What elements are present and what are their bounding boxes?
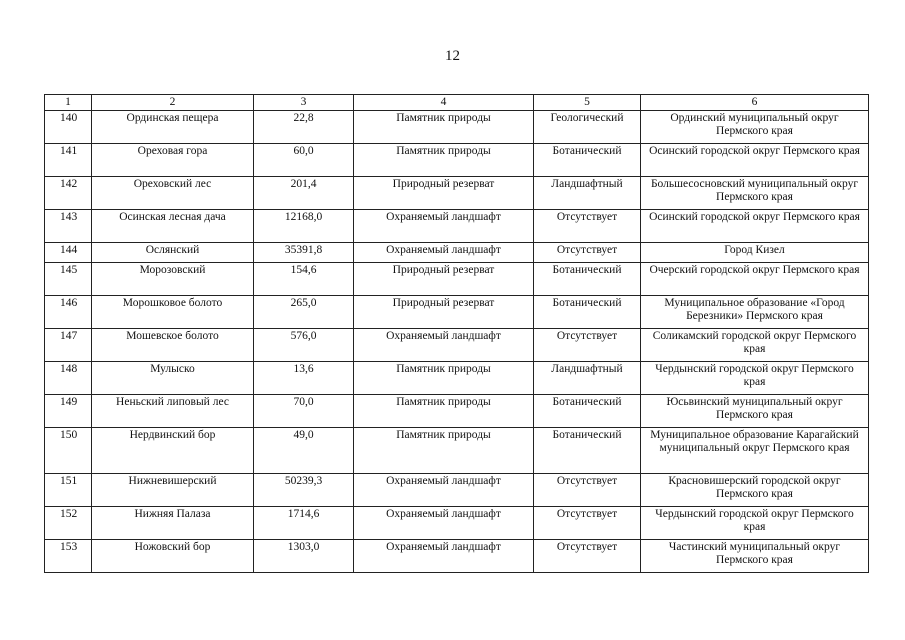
cell-category: Памятник природы <box>354 395 534 428</box>
cell-name: Ослянский <box>92 243 254 263</box>
cell-area: 13,6 <box>254 362 354 395</box>
cell-profile: Ботанический <box>534 428 641 474</box>
cell-number: 150 <box>45 428 92 474</box>
cell-location: Соликамский городской округ Пермского края <box>641 329 869 362</box>
cell-name: Ножовский бор <box>92 540 254 573</box>
cell-category: Природный резерват <box>354 177 534 210</box>
cell-number: 144 <box>45 243 92 263</box>
cell-number: 148 <box>45 362 92 395</box>
cell-name: Нижняя Палаза <box>92 507 254 540</box>
cell-name: Мулыско <box>92 362 254 395</box>
cell-profile: Геологический <box>534 111 641 144</box>
column-header: 5 <box>534 95 641 111</box>
table-row <box>45 243 869 263</box>
table-row <box>45 507 869 540</box>
protected-areas-table <box>44 94 869 573</box>
cell-name: Морошковое болото <box>92 296 254 329</box>
cell-location: Красновишерский городской округ Пермского края <box>641 474 869 507</box>
cell-area: 12168,0 <box>254 210 354 243</box>
cell-profile: Ботанический <box>534 395 641 428</box>
cell-profile: Ландшафтный <box>534 362 641 395</box>
cell-location: Большесосновский муниципальный округ Пермского края <box>641 177 869 210</box>
table-row <box>45 210 869 243</box>
cell-category: Охраняемый ландшафт <box>354 210 534 243</box>
cell-category: Охраняемый ландшафт <box>354 474 534 507</box>
cell-area: 1714,6 <box>254 507 354 540</box>
cell-profile: Отсутствует <box>534 210 641 243</box>
cell-category: Природный резерват <box>354 296 534 329</box>
cell-area: 265,0 <box>254 296 354 329</box>
cell-name: Мошевское болото <box>92 329 254 362</box>
table-row <box>45 428 869 474</box>
cell-area: 22,8 <box>254 111 354 144</box>
table-row <box>45 296 869 329</box>
cell-area: 35391,8 <box>254 243 354 263</box>
cell-name: Морозовский <box>92 263 254 296</box>
cell-number: 140 <box>45 111 92 144</box>
cell-area: 49,0 <box>254 428 354 474</box>
column-header: 6 <box>641 95 869 111</box>
table-row <box>45 177 869 210</box>
cell-category: Охраняемый ландшафт <box>354 329 534 362</box>
table-row <box>45 395 869 428</box>
cell-profile: Ландшафтный <box>534 177 641 210</box>
cell-name: Неньский липовый лес <box>92 395 254 428</box>
table-row <box>45 540 869 573</box>
cell-number: 151 <box>45 474 92 507</box>
cell-number: 143 <box>45 210 92 243</box>
cell-name: Нердвинский бор <box>92 428 254 474</box>
cell-area: 70,0 <box>254 395 354 428</box>
cell-name: Нижневишерский <box>92 474 254 507</box>
cell-area: 201,4 <box>254 177 354 210</box>
cell-category: Охраняемый ландшафт <box>354 540 534 573</box>
cell-name: Ординская пещера <box>92 111 254 144</box>
cell-location: Чердынский городской округ Пермского края <box>641 507 869 540</box>
cell-location: Муниципальное образование Карагайский муниципальный округ Пермского края <box>641 428 869 474</box>
cell-name: Осинская лесная дача <box>92 210 254 243</box>
cell-location: Юсьвинский муниципальный округ Пермского края <box>641 395 869 428</box>
cell-profile: Ботанический <box>534 296 641 329</box>
cell-category: Памятник природы <box>354 144 534 177</box>
cell-number: 147 <box>45 329 92 362</box>
cell-name: Ореховский лес <box>92 177 254 210</box>
cell-location: Город Кизел <box>641 243 869 263</box>
table-row <box>45 111 869 144</box>
cell-profile: Отсутствует <box>534 474 641 507</box>
table-row <box>45 263 869 296</box>
cell-number: 149 <box>45 395 92 428</box>
column-header: 3 <box>254 95 354 111</box>
cell-profile: Отсутствует <box>534 507 641 540</box>
column-header: 1 <box>45 95 92 111</box>
cell-category: Охраняемый ландшафт <box>354 507 534 540</box>
cell-number: 145 <box>45 263 92 296</box>
cell-name: Ореховая гора <box>92 144 254 177</box>
cell-area: 50239,3 <box>254 474 354 507</box>
cell-area: 576,0 <box>254 329 354 362</box>
cell-location: Муниципальное образование «Город Березники» Пермского края <box>641 296 869 329</box>
cell-location: Чердынский городской округ Пермского края <box>641 362 869 395</box>
cell-area: 60,0 <box>254 144 354 177</box>
cell-profile: Отсутствует <box>534 329 641 362</box>
cell-location: Ординский муниципальный округ Пермского края <box>641 111 869 144</box>
cell-profile: Отсутствует <box>534 243 641 263</box>
page-number: 12 <box>445 48 460 64</box>
cell-profile: Отсутствует <box>534 540 641 573</box>
table-body <box>45 111 869 573</box>
cell-number: 152 <box>45 507 92 540</box>
column-header: 2 <box>92 95 254 111</box>
cell-category: Памятник природы <box>354 428 534 474</box>
table-header-row <box>45 95 869 111</box>
cell-category: Памятник природы <box>354 362 534 395</box>
cell-area: 1303,0 <box>254 540 354 573</box>
table-row <box>45 329 869 362</box>
cell-location: Очерский городской округ Пермского края <box>641 263 869 296</box>
cell-location: Осинский городской округ Пермского края <box>641 144 869 177</box>
table-row <box>45 474 869 507</box>
cell-category: Охраняемый ландшафт <box>354 243 534 263</box>
cell-profile: Ботанический <box>534 263 641 296</box>
cell-number: 142 <box>45 177 92 210</box>
cell-location: Частинский муниципальный округ Пермского края <box>641 540 869 573</box>
cell-number: 146 <box>45 296 92 329</box>
cell-area: 154,6 <box>254 263 354 296</box>
table-row <box>45 144 869 177</box>
cell-category: Природный резерват <box>354 263 534 296</box>
cell-number: 141 <box>45 144 92 177</box>
cell-location: Осинский городской округ Пермского края <box>641 210 869 243</box>
table-row <box>45 362 869 395</box>
column-header: 4 <box>354 95 534 111</box>
cell-category: Памятник природы <box>354 111 534 144</box>
cell-number: 153 <box>45 540 92 573</box>
cell-profile: Ботанический <box>534 144 641 177</box>
